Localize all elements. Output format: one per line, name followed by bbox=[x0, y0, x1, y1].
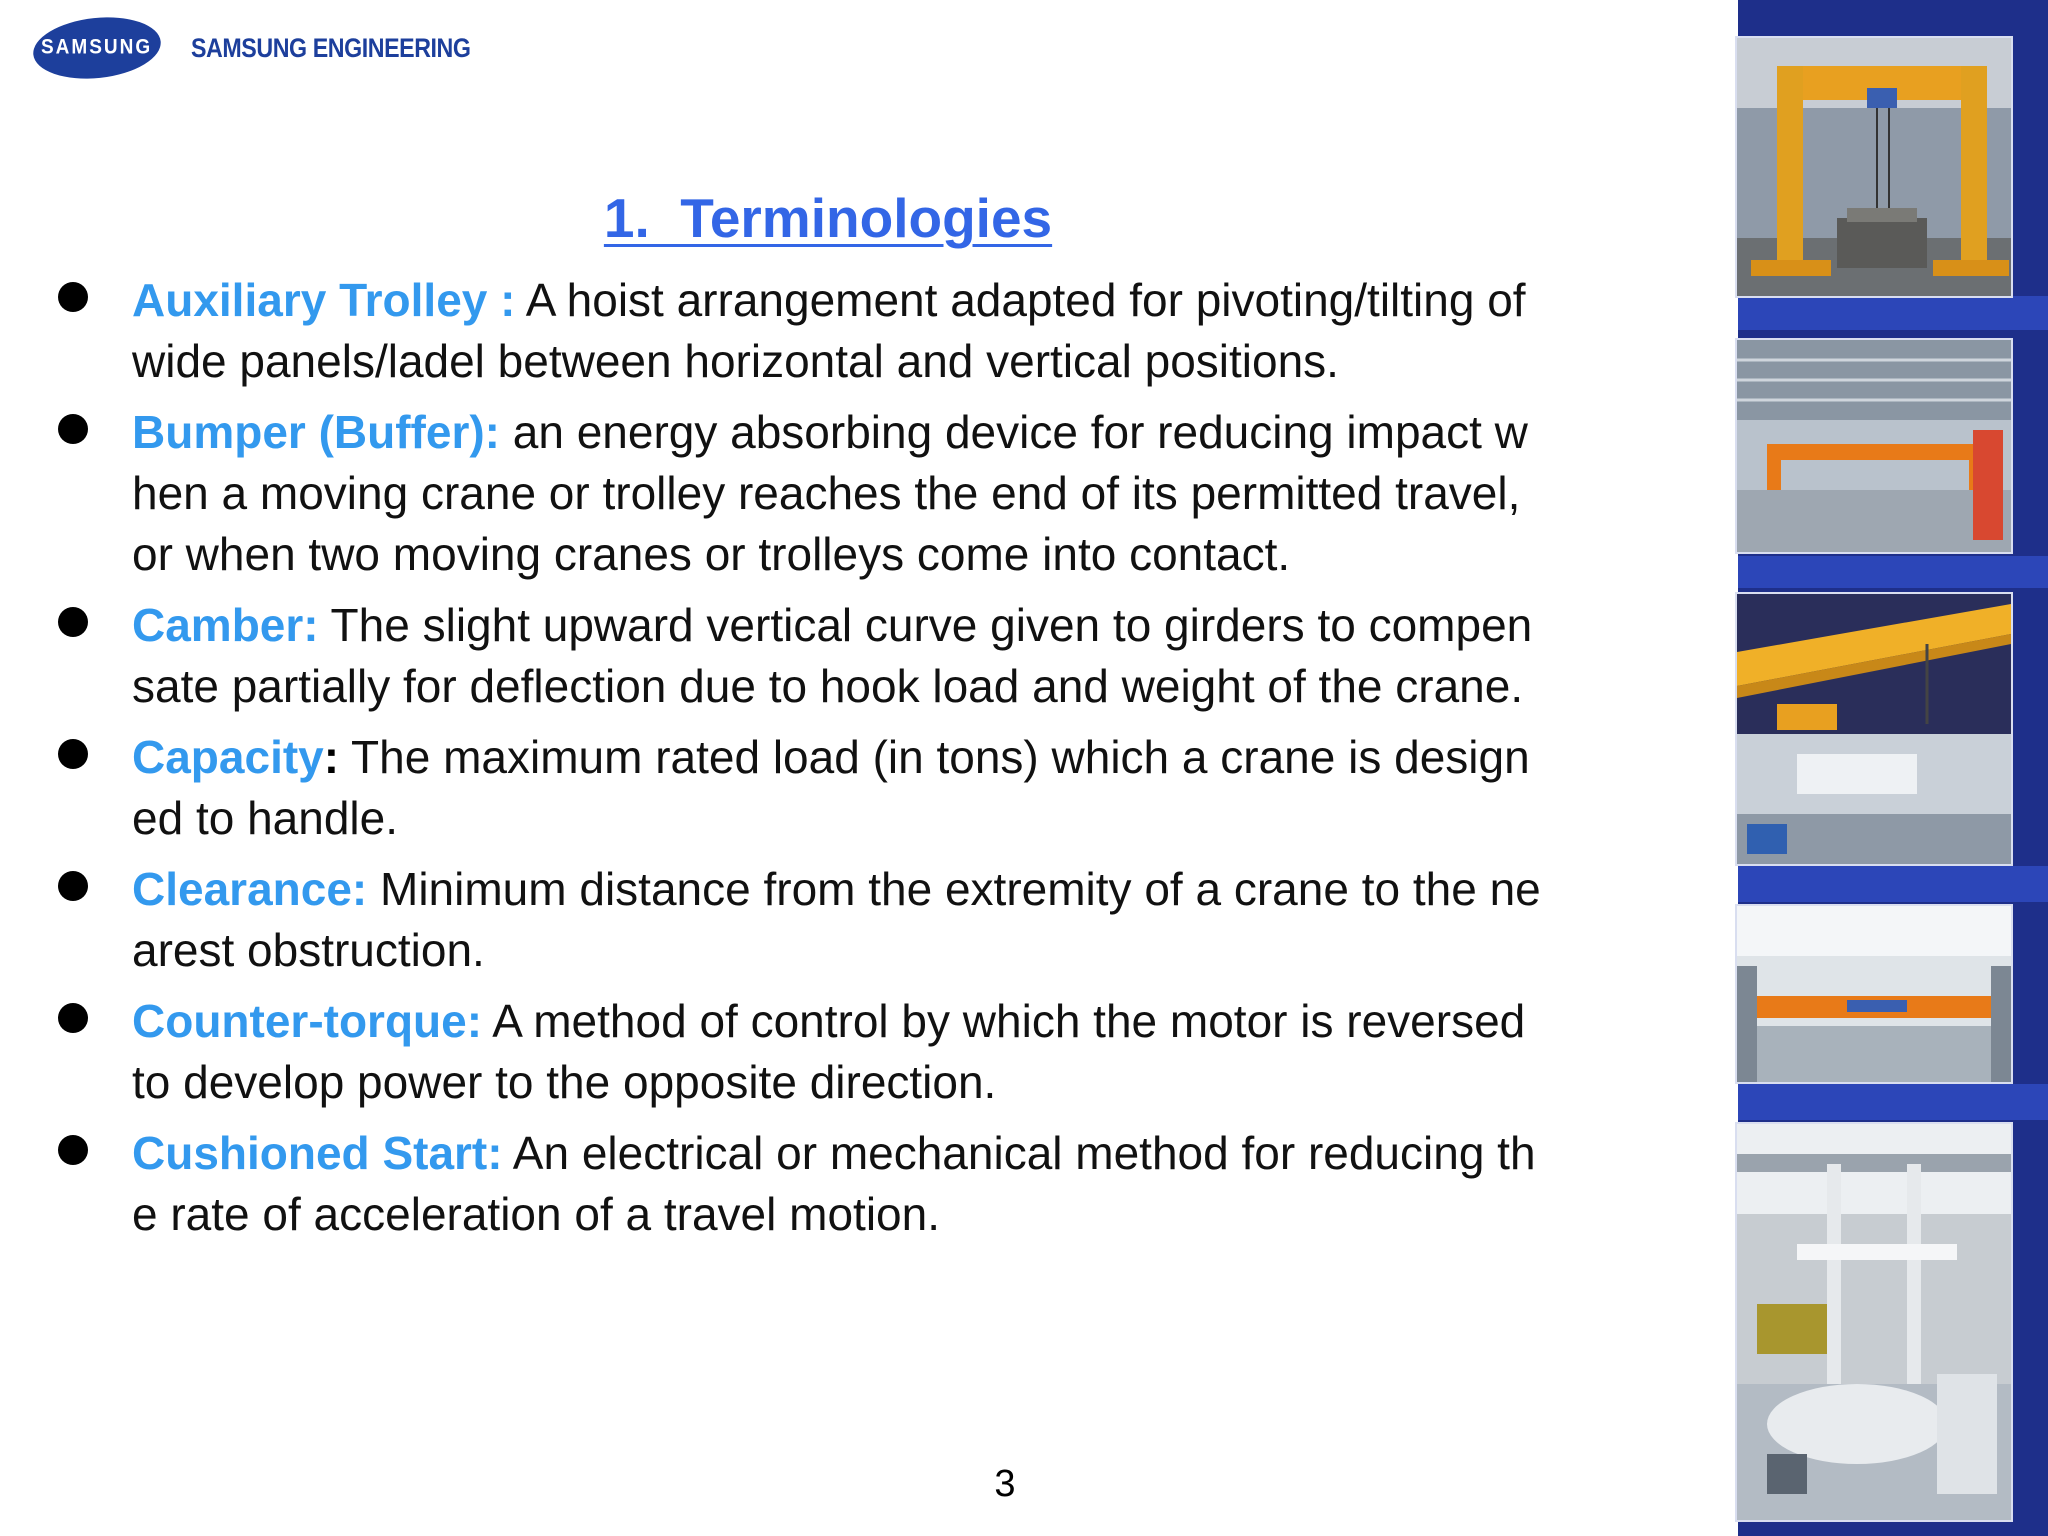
bullet-icon bbox=[58, 414, 88, 444]
bullet-icon bbox=[58, 739, 88, 769]
term-item bbox=[58, 859, 1698, 981]
strip-band bbox=[1738, 1084, 2048, 1120]
term-definition: to develop power to the opposite direction. bbox=[132, 1056, 997, 1108]
term-definition: arest obstruction. bbox=[132, 924, 485, 976]
term-keyword: Auxiliary Trolley : bbox=[132, 274, 516, 326]
term-keyword: Clearance: bbox=[132, 863, 368, 915]
term-definition: The slight upward vertical curve given to girders to compen bbox=[318, 599, 1533, 651]
term-definition: wide panels/ladel between horizontal and vertical positions. bbox=[132, 335, 1339, 387]
gantry-crane-image bbox=[1737, 38, 2011, 296]
term-line bbox=[132, 991, 1698, 1052]
term-definition: The maximum rated load (in tons) which a crane is design bbox=[339, 731, 1530, 783]
term-definition: A hoist arrangement adapted for pivoting/tilting of bbox=[515, 274, 1526, 326]
bullet-icon bbox=[58, 871, 88, 901]
term-definition: Minimum distance from the extremity of a crane to the ne bbox=[367, 863, 1541, 915]
term-line bbox=[132, 1123, 1698, 1184]
term-line bbox=[132, 402, 1698, 463]
term-line bbox=[132, 270, 1698, 331]
bullet-icon bbox=[58, 1003, 88, 1033]
term-line bbox=[132, 595, 1698, 656]
term-definition: sate partially for deflection due to hook load and weight of the crane. bbox=[132, 660, 1524, 712]
strip-band bbox=[1738, 296, 2048, 330]
term-definition: An electrical or mechanical method for reducing th bbox=[502, 1127, 1536, 1179]
term-item bbox=[58, 595, 1698, 717]
company-name: SAMSUNG ENGINEERING bbox=[191, 32, 471, 63]
factory-crane-image bbox=[1737, 906, 2011, 1082]
term-definition: A method of control by which the motor is reversed bbox=[482, 995, 1526, 1047]
page-number: 3 bbox=[994, 1463, 1016, 1505]
term-line bbox=[132, 727, 1698, 788]
crane-photo bbox=[1735, 1122, 2013, 1522]
strip-band bbox=[1738, 556, 2048, 588]
terminology-list bbox=[58, 270, 1698, 1255]
samsung-logo bbox=[33, 16, 516, 80]
term-item bbox=[58, 991, 1698, 1113]
bullet-icon bbox=[58, 282, 88, 312]
bullet-icon bbox=[58, 607, 88, 637]
term-keyword: Cushioned Start: bbox=[132, 1127, 503, 1179]
term-separator: : bbox=[323, 731, 340, 783]
term-definition: ed to handle. bbox=[132, 792, 399, 844]
term-definition: hen a moving crane or trolley reaches the end of its permitted travel, bbox=[132, 467, 1521, 519]
bullet-icon bbox=[58, 1135, 88, 1165]
slide-title: 1. Terminologies bbox=[603, 187, 1053, 249]
crane-photo bbox=[1735, 592, 2013, 866]
samsung-oval-logo bbox=[30, 11, 164, 84]
term-item bbox=[58, 1123, 1698, 1245]
term-keyword: Capacity bbox=[132, 731, 324, 783]
term-definition: an energy absorbing device for reducing impact w bbox=[499, 406, 1528, 458]
crane-photo bbox=[1735, 904, 2013, 1084]
crane-photo bbox=[1735, 36, 2013, 298]
overhead-crane-image bbox=[1737, 340, 2011, 552]
term-keyword: Camber: bbox=[132, 599, 319, 651]
automated-system-image bbox=[1737, 1124, 2011, 1520]
term-keyword: Bumper (Buffer): bbox=[132, 406, 500, 458]
crane-photo bbox=[1735, 338, 2013, 554]
term-item bbox=[58, 270, 1698, 392]
term-item bbox=[58, 402, 1698, 585]
overhead-girder-image bbox=[1737, 594, 2011, 864]
strip-band bbox=[1738, 866, 2048, 902]
term-keyword: Counter-torque: bbox=[132, 995, 483, 1047]
term-line bbox=[132, 859, 1698, 920]
term-definition: or when two moving cranes or trolleys come into contact. bbox=[132, 528, 1291, 580]
logo-mark-text: SAMSUNG bbox=[41, 35, 153, 59]
term-item bbox=[58, 727, 1698, 849]
term-definition: e rate of acceleration of a travel motion. bbox=[132, 1188, 940, 1240]
